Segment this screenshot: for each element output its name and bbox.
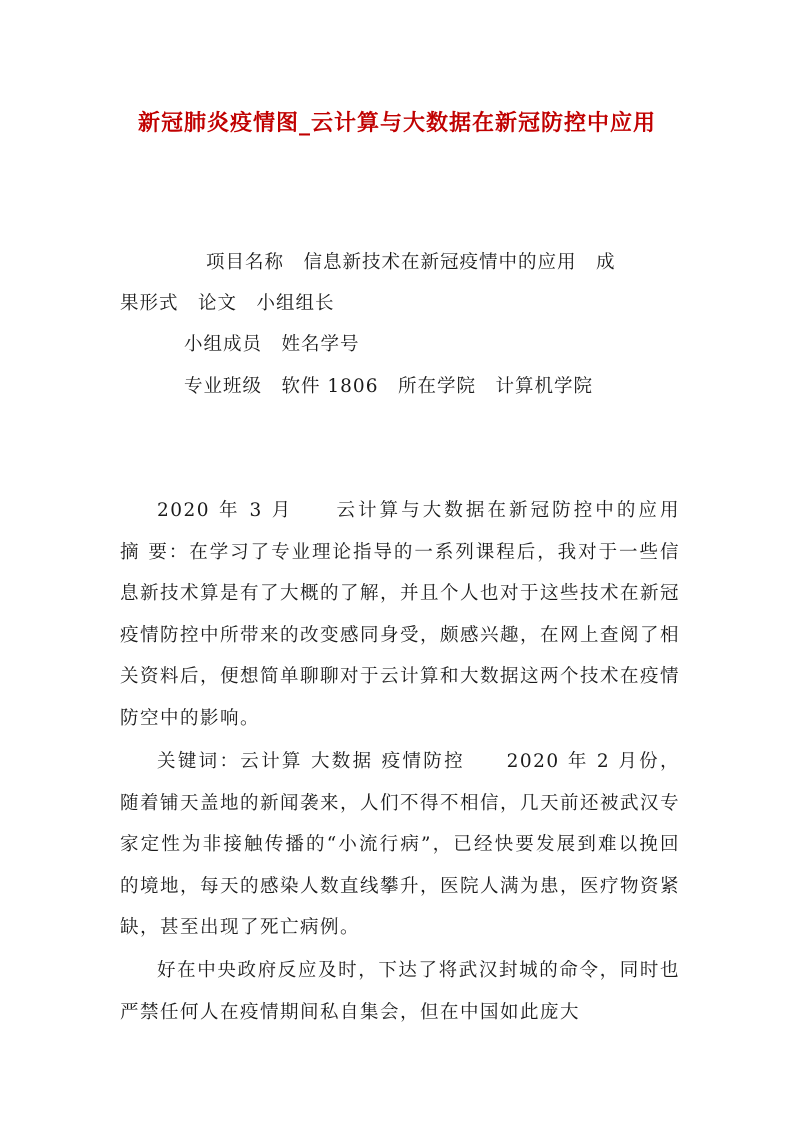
info-line-format: 果形式 论文 小组组长 (120, 293, 335, 314)
keywords-paragraph: 关键词：云计算 大数据 疫情防控 2020 年 2 月份，随着铺天盖地的新闻袭来，人们不得不相信，几天前还被武汉专家定性为非接触传播的“小流行病”，已经快要发展到难以挽回的境地，每天的感染人数直线攀升，医院人满为患，医疗物资紧缺，甚至出现了死亡病例。 (120, 751, 681, 938)
document-title: 新冠肺炎疫情图_云计算与大数据在新冠防控中应用 (137, 110, 656, 136)
info-line-members: 小组成员 姓名学号 (184, 334, 360, 355)
info-line-class: 专业班级 软件 1806 所在学院 计算机学院 (184, 376, 593, 397)
abstract-paragraph: 2020 年 3 月 云计算与大数据在新冠防控中的应用 摘 要：在学习了专业理论指导的一系列课程后，我对于一些信息新技术算是有了大概的了解，并且个人也对于这些技术在新冠疫情防控中所带来的改变感同身受，颇感兴趣，在网上查阅了相关资料后，便想简单聊聊对于云计算和大数据这两个技术在疫情防空中的影响。 (120, 500, 721, 729)
info-line-project: 项目名称 信息新技术在新冠疫情中的应用 成 (206, 252, 616, 273)
body-paragraph: 好在中央政府反应及时，下达了将武汉封城的命令，同时也严禁任何人在疫情期间私自集会，但在中国如此庞大 (120, 960, 680, 1023)
